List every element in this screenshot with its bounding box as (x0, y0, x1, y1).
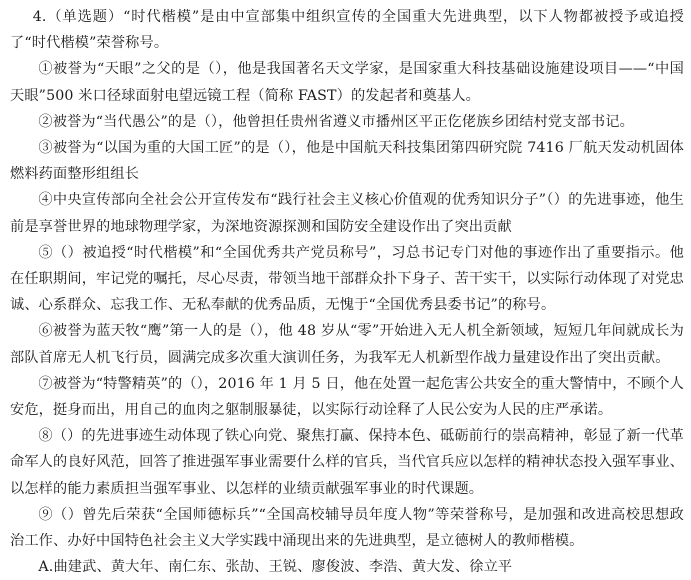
clue-9: ⑨（）曾先后荣获“全国师德标兵”“全国高校辅导员年度人物”等荣誉称号，是加强和改进高校思想政治工作、办好中国特色社会主义大学实践中涌现出来的先进典型，是立德树人的教师楷模。 (10, 506, 684, 550)
clue-5: ⑤（）被追授“时代楷模”和“全国优秀共产党员称号”，习总书记专门对他的事迹作出了重要指示。他在任职期间，牢记党的嘱托，尽心尽责，带领当地干部群众扑下身子、苦干实干，以实际行动体现了对党忠诚、心系群众、忘我工作、无私奉献的优秀品质，无愧于“全国优秀县委书记”的称号。 (10, 244, 684, 314)
clue-8: ⑧（）的先进事迹生动体现了铁心向党、聚焦打赢、保持本色、砥砺前行的崇高精神，彰显了新一代革命军人的良好风范，回答了推进强军事业需要什么样的官兵，当代官兵应以怎样的精神状态投入强军事业、以怎样的能力素质担当强军事业、以怎样的业绩贡献强军事业的时代课题。 (10, 428, 684, 497)
clue-4: ④中央宣传部向全社会公开宣传发布“践行社会主义核心价值观的优秀知识分子”（）的先进事迹，他生前是享誉世界的地球物理学家，为深地资源探测和国防安全建设作出了突出贡献 (10, 192, 684, 235)
question-block (10, 4, 684, 580)
clue-1: ①被誉为“天眼”之父的是（），他是我国著名天文学家，是国家重大科技基础设施建设项目——“中国天眼”500 米口径球面射电望远镜工程（简称 FAST）的发起者和奠基人。 (10, 61, 684, 104)
clue-3: ③被誉为“以国为重的大国工匠”的是（），他是中国航天科技集团第四研究院 7416 厂航天发动机固体燃料药面整形组组长 (10, 140, 684, 183)
clue-7: ⑦被誉为“特警精英”的（），2016 年 1 月 5 日，他在处置一起危害公共安全的重大警情中，不顾个人安危，挺身而出，用自己的血肉之躯制服暴徒，以实际行动诠释了人民公安为人民的庄严承诺。 (10, 375, 684, 419)
question-stem: 4.（单选题）“时代楷模”是由中宣部集中组织宣传的全国重大先进典型，以下人物都被授予或追授了“时代楷模”荣誉称号。 (10, 9, 684, 52)
clue-6: ⑥被誉为蓝天牧“鹰”第一人的是（），他 48 岁从“零”开始进入无人机全新领域，短短几年间就成长为部队首席无人机飞行员，圆满完成多次重大演训任务，为我军无人机新型作战力量建设作出了突出贡献。 (10, 323, 684, 366)
clue-2: ②被誉为“当代愚公”的是（），他曾担任贵州省遵义市播州区平正仡佬族乡团结村党支部书记。 (38, 113, 634, 130)
answer-option-a[interactable]: A.曲建武、黄大年、南仁东、张劼、王锐、廖俊波、李浩、黄大发、徐立平 (38, 559, 513, 576)
